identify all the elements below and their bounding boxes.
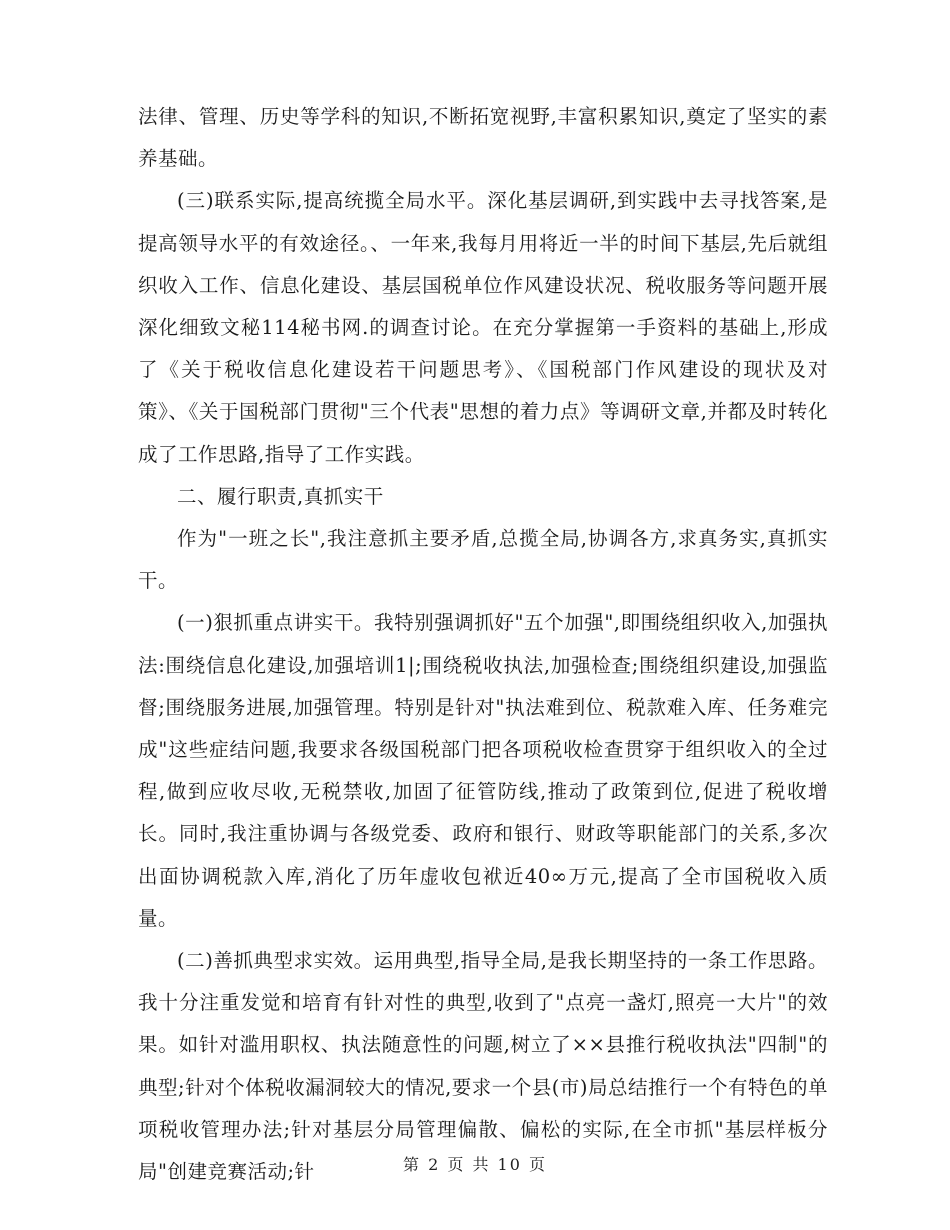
paragraph-5: (二)善抓典型求实效。运用典型,指导全局,是我长期坚持的一条工作思路。我十分注重发觉和培育有针对性的典型,收到了"点亮一盏灯,照亮一大片"的效果。如针对滥用职权、执法随意性的问题,树立了××县推行税收执法"四制"的典型;针对个体税收漏洞较大的情况,要求一个县(市)局总结推行一个有特色的单项税收管理办法;针对基层分局管理偏散、偏松的实际,在全市抓"基层样板分局"创建竞赛活动;针 <box>138 949 828 1184</box>
page-number-footer: 第 2 页 共 10 页 <box>403 1155 547 1174</box>
paragraph-2: (三)联系实际,提高统揽全局水平。深化基层调研,到实践中去寻找答案,是提高领导水平的有效途径。、一年来,我每月用将近一半的时间下基层,先后就组织收入工作、信息化建设、基层国税单位作风建设状况、税收服务等问题开展深化细致文秘114秘书网.的调查讨论。在充分掌握第一手资料的基础上,形成了《关于税收信息化建设若干问题思考》、《国税部门作风建设的现状及对策》、《关于国税部门贯彻"三个代表"思想的着力点》等调研文章,并都及时转化成了工作思路,指导了工作实践。 <box>138 189 828 466</box>
paragraph-3: 作为"一班之长",我注意抓主要矛盾,总揽全局,协调各方,求真务实,真抓实干。 <box>138 527 828 593</box>
section-heading: 二、履行职责,真抓实干 <box>177 484 384 508</box>
document-body <box>138 96 828 1193</box>
paragraph-4: (一)狠抓重点讲实干。我特别强调抓好"五个加强",即围绕组织收入,加强执法:围绕信息化建设,加强培训1|;围绕税收执法,加强检查;围绕组织建设,加强监督;围绕服务进展,加强管理。特别是针对"执法难到位、税款难入库、任务难完成"这些症结问题,我要求各级国税部门把各项税收检查贯穿于组织收入的全过程,做到应收尽收,无税禁收,加固了征管防线,推动了政策到位,促进了税收增长。同时,我注重协调与各级党委、政府和银行、财政等职能部门的关系,多次出面协调税款入库,消化了历年虚收包袱近40∞万元,提高了全市国税收入质量。 <box>138 611 828 930</box>
paragraph-1: 法律、管理、历史等学科的知识,不断拓宽视野,丰富积累知识,奠定了坚实的素养基础。 <box>138 105 828 171</box>
